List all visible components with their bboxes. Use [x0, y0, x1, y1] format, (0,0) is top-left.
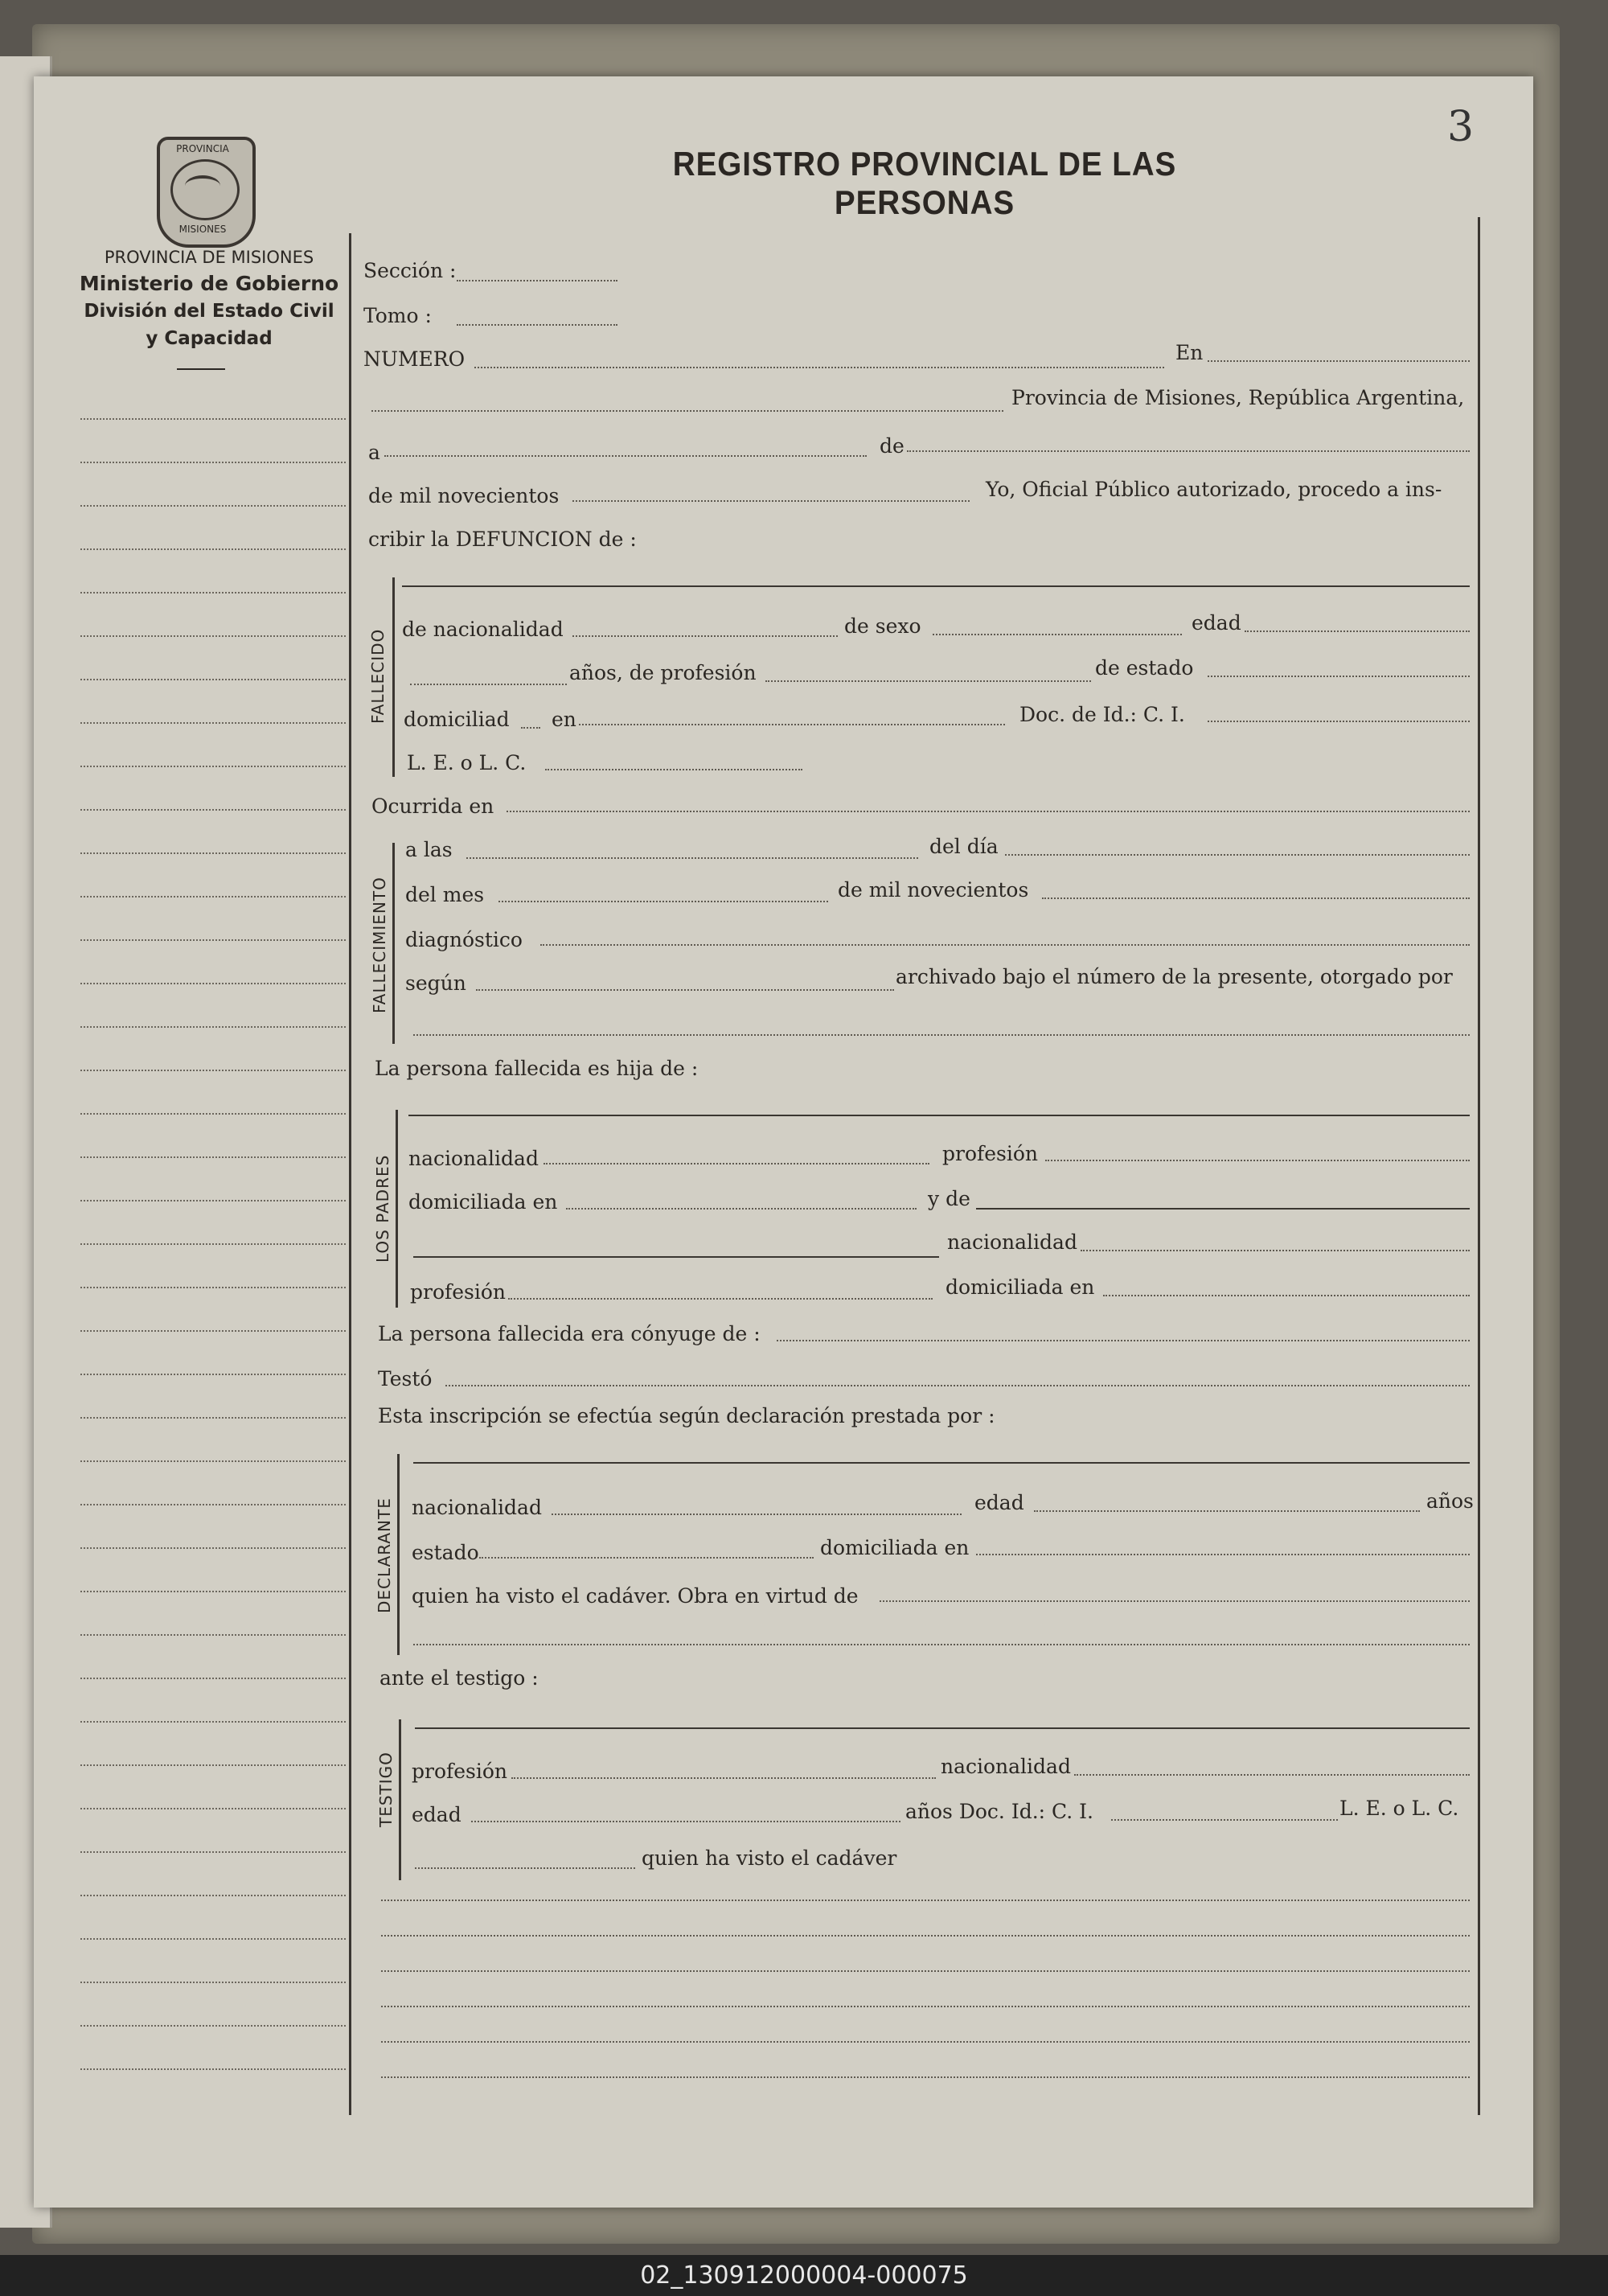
field-anio-fallecimiento[interactable] — [1042, 897, 1470, 899]
label-madre-nacionalidad: nacionalidad — [947, 1230, 1077, 1254]
margin-ruled-line[interactable] — [80, 1374, 346, 1375]
observaciones-line[interactable] — [381, 2041, 1470, 2043]
right-border — [1478, 217, 1480, 2115]
margin-ruled-line[interactable] — [80, 1938, 346, 1940]
field-padre-nacionalidad[interactable] — [544, 1163, 929, 1164]
margin-ruled-line[interactable] — [80, 1460, 346, 1462]
label-testo: Testó — [378, 1367, 433, 1390]
label-declarante-quien: quien ha visto el cadáver. Obra en virtud de — [412, 1584, 859, 1608]
padres-bracket — [396, 1110, 398, 1308]
margin-ruled-line[interactable] — [80, 1547, 346, 1549]
field-nacionalidad[interactable] — [572, 635, 838, 637]
field-diagnostico[interactable] — [540, 944, 1470, 946]
field-testigo-edad[interactable] — [471, 1821, 900, 1822]
field-de[interactable] — [907, 450, 1470, 452]
margin-ruled-line[interactable] — [80, 2068, 346, 2070]
field-lugar[interactable] — [371, 410, 1003, 412]
label-doc: Doc. de Id.: C. I. — [1019, 703, 1185, 726]
margin-ruled-line[interactable] — [80, 548, 346, 550]
label-testigo-quien: quien ha visto el cadáver — [642, 1846, 897, 1870]
label-tomo: Tomo : — [363, 304, 432, 327]
field-numero[interactable] — [474, 367, 1164, 368]
margin-ruled-line[interactable] — [80, 852, 346, 854]
field-otorgado-por[interactable] — [413, 1034, 1470, 1036]
label-estado: de estado — [1095, 656, 1194, 680]
label-padre-nacionalidad: nacionalidad — [408, 1147, 539, 1170]
fallecimiento-bracket — [392, 843, 395, 1044]
field-obra-virtud-cont[interactable] — [413, 1644, 1470, 1645]
field-declarante-nacionalidad[interactable] — [552, 1514, 962, 1515]
field-domicilio[interactable] — [579, 724, 1005, 725]
label-de-mil: de mil novecientos — [368, 484, 560, 507]
field-madre-nacionalidad[interactable] — [1081, 1250, 1470, 1251]
margin-ruled-line[interactable] — [80, 1417, 346, 1419]
margin-divider — [349, 233, 351, 2115]
margin-ruled-line[interactable] — [80, 1808, 346, 1809]
label-testigo-profesion: profesión — [412, 1760, 508, 1783]
label-en-domicilio: en — [552, 708, 576, 731]
margin-ruled-line[interactable] — [80, 722, 346, 724]
margin-ruled-line[interactable] — [80, 1504, 346, 1505]
field-madre-profesion[interactable] — [508, 1298, 933, 1300]
issuer-division: División del Estado Civil — [84, 301, 334, 322]
label-declarante-edad: edad — [974, 1491, 1024, 1514]
side-label-fallecimiento: FALLECIMIENTO — [370, 877, 389, 1013]
margin-ruled-line[interactable] — [80, 1330, 346, 1332]
margin-ruled-line[interactable] — [80, 809, 346, 811]
margin-ruled-line[interactable] — [80, 1156, 346, 1158]
fallecido-bracket — [392, 577, 395, 777]
observaciones-line[interactable] — [381, 1900, 1470, 1901]
margin-ruled-line[interactable] — [80, 635, 346, 637]
margin-ruled-line[interactable] — [80, 462, 346, 463]
label-a: a — [368, 441, 380, 464]
field-conyuge[interactable] — [777, 1340, 1470, 1341]
margin-ruled-line[interactable] — [80, 1200, 346, 1201]
seal-sun-icon — [185, 175, 220, 196]
field-nombre-madre-cont[interactable] — [413, 1256, 939, 1258]
issuer-division-cont: y Capacidad — [146, 328, 273, 349]
margin-ruled-line[interactable] — [80, 1895, 346, 1896]
side-label-testigo: TESTIGO — [376, 1752, 396, 1827]
label-madre-domicilio: domiciliada en — [946, 1275, 1095, 1299]
seal-bottom-text: MISIONES — [178, 224, 227, 235]
margin-ruled-line[interactable] — [80, 939, 346, 941]
label-hija-de: La persona fallecida es hija de : — [375, 1057, 699, 1080]
label-seccion: Sección : — [363, 259, 457, 282]
field-testigo-firma[interactable] — [415, 1867, 635, 1869]
field-nombre-declarante[interactable] — [413, 1462, 1470, 1464]
margin-ruled-line[interactable] — [80, 766, 346, 767]
field-estado[interactable] — [1208, 676, 1470, 677]
issuer-province: PROVINCIA DE MISIONES — [104, 248, 314, 267]
margin-ruled-line[interactable] — [80, 1851, 346, 1853]
field-mes[interactable] — [498, 901, 828, 902]
margin-ruled-line[interactable] — [80, 2025, 346, 2027]
label-archivado: archivado bajo el número de la presente, otorgado por — [896, 965, 1453, 988]
label-declarante-estado: estado — [412, 1541, 479, 1564]
label-anos-profesion: años, de profesión — [569, 661, 757, 684]
field-dia[interactable] — [1005, 854, 1470, 856]
field-nombre-fallecido[interactable] — [402, 585, 1470, 587]
testigo-bracket — [399, 1719, 401, 1880]
label-edad: edad — [1192, 611, 1241, 635]
field-sexo[interactable] — [933, 634, 1182, 635]
field-genero[interactable] — [521, 727, 540, 729]
field-padre-profesion[interactable] — [1045, 1160, 1470, 1161]
field-declarante-edad[interactable] — [1034, 1510, 1420, 1512]
margin-ruled-line[interactable] — [80, 1721, 346, 1723]
label-del-mes: del mes — [405, 883, 485, 906]
label-a-las: a las — [405, 838, 453, 861]
declarante-bracket — [397, 1454, 400, 1655]
label-provincia: Provincia de Misiones, República Argentina, — [1011, 386, 1465, 409]
margin-ruled-line[interactable] — [80, 1591, 346, 1592]
label-de-mil-fallecimiento: de mil novecientos — [838, 878, 1029, 902]
observaciones-line[interactable] — [381, 1935, 1470, 1937]
field-nombre-madre[interactable] — [976, 1208, 1470, 1210]
label-sexo: de sexo — [844, 614, 921, 638]
field-tomo[interactable] — [457, 324, 617, 326]
side-label-fallecido: FALLECIDO — [368, 628, 388, 724]
label-le: L. E. o L. C. — [407, 751, 527, 774]
field-obra-virtud[interactable] — [880, 1600, 1470, 1602]
margin-ruled-line[interactable] — [80, 592, 346, 594]
field-profesion[interactable] — [765, 680, 1091, 682]
field-declarante-domicilio[interactable] — [976, 1554, 1470, 1555]
field-testo[interactable] — [445, 1385, 1470, 1386]
label-madre-profesion: profesión — [410, 1280, 507, 1304]
field-anos[interactable] — [410, 684, 567, 685]
field-nombre-testigo[interactable] — [415, 1727, 1470, 1729]
margin-ruled-line[interactable] — [80, 1070, 346, 1071]
margin-ruled-line[interactable] — [80, 1678, 346, 1679]
label-padre-profesion: profesión — [942, 1142, 1039, 1165]
label-ante-testigo: ante el testigo : — [379, 1666, 539, 1690]
field-ocurrida[interactable] — [507, 811, 1470, 812]
label-segun: según — [405, 971, 466, 995]
field-edad[interactable] — [1245, 630, 1470, 632]
field-testigo-profesion[interactable] — [511, 1777, 936, 1779]
field-testigo-ci[interactable] — [1111, 1819, 1338, 1821]
field-madre-domicilio[interactable] — [1103, 1295, 1470, 1296]
margin-ruled-line[interactable] — [80, 1243, 346, 1245]
margin-ruled-line[interactable] — [80, 1113, 346, 1115]
label-declarante-anos: años — [1426, 1489, 1474, 1513]
field-en[interactable] — [1208, 360, 1470, 362]
image-identifier: 02_130912000004-000075 — [640, 2261, 968, 2290]
label-numero: NUMERO — [363, 347, 466, 371]
observaciones-line[interactable] — [381, 1970, 1470, 1972]
field-declarante-estado[interactable] — [479, 1557, 814, 1559]
field-a[interactable] — [384, 455, 867, 457]
label-en: En — [1175, 341, 1204, 364]
field-nombre-padre[interactable] — [408, 1115, 1470, 1116]
label-inscribir: cribir la DEFUNCION de : — [368, 528, 637, 551]
field-segun[interactable] — [476, 989, 894, 991]
label-nacionalidad: de nacionalidad — [402, 618, 564, 641]
field-hora[interactable] — [466, 857, 918, 859]
label-testigo-nacionalidad: nacionalidad — [941, 1755, 1071, 1778]
field-testigo-nacionalidad[interactable] — [1074, 1774, 1470, 1776]
label-del-dia: del día — [929, 835, 999, 858]
label-diagnostico: diagnóstico — [405, 928, 523, 951]
field-seccion[interactable] — [457, 280, 617, 281]
margin-ruled-line[interactable] — [80, 505, 346, 507]
label-testigo-le: L. E. o L. C. — [1339, 1797, 1459, 1820]
margin-ruled-line[interactable] — [80, 1026, 346, 1028]
page-number: 3 — [1447, 103, 1475, 151]
field-anio[interactable] — [572, 500, 970, 502]
issuer-ministry: Ministerio de Gobierno — [79, 272, 339, 295]
margin-ruled-line[interactable] — [80, 1764, 346, 1766]
label-padre-domicilio: domiciliada en — [408, 1190, 558, 1214]
field-padre-domicilio[interactable] — [566, 1208, 917, 1210]
margin-ruled-line[interactable] — [80, 679, 346, 680]
side-label-padres: LOS PADRES — [373, 1154, 392, 1263]
page-title: REGISTRO PROVINCIAL DE LAS PERSONAS — [672, 145, 1177, 221]
label-conyuge: La persona fallecida era cónyuge de : — [378, 1322, 761, 1345]
label-de: de — [880, 434, 904, 458]
field-le[interactable] — [545, 769, 802, 770]
label-yo: Yo, Oficial Público autorizado, procedo a ins- — [986, 478, 1442, 501]
margin-ruled-line[interactable] — [80, 1634, 346, 1636]
label-ocurrida: Ocurrida en — [371, 795, 494, 818]
field-ci[interactable] — [1208, 721, 1470, 722]
label-domiciliad: domiciliad — [404, 708, 510, 731]
issuer-divider — [177, 368, 225, 370]
observaciones-line[interactable] — [381, 2006, 1470, 2007]
observaciones-line[interactable] — [381, 2076, 1470, 2078]
margin-ruled-line[interactable] — [80, 1287, 346, 1288]
seal-top-text: PROVINCIA — [176, 143, 229, 154]
label-declarante-domicilio: domiciliada en — [820, 1536, 970, 1559]
margin-ruled-line[interactable] — [80, 418, 346, 420]
label-testigo-doc: años Doc. Id.: C. I. — [905, 1800, 1093, 1823]
label-declaracion: Esta inscripción se efectúa según declaración prestada por : — [378, 1404, 995, 1427]
margin-ruled-line[interactable] — [80, 896, 346, 897]
margin-ruled-line[interactable] — [80, 1982, 346, 1983]
label-declarante-nacionalidad: nacionalidad — [412, 1496, 542, 1519]
margin-ruled-line[interactable] — [80, 983, 346, 984]
label-testigo-edad: edad — [412, 1803, 461, 1826]
side-label-declarante: DECLARANTE — [375, 1497, 394, 1613]
label-y-de: y de — [928, 1187, 970, 1210]
